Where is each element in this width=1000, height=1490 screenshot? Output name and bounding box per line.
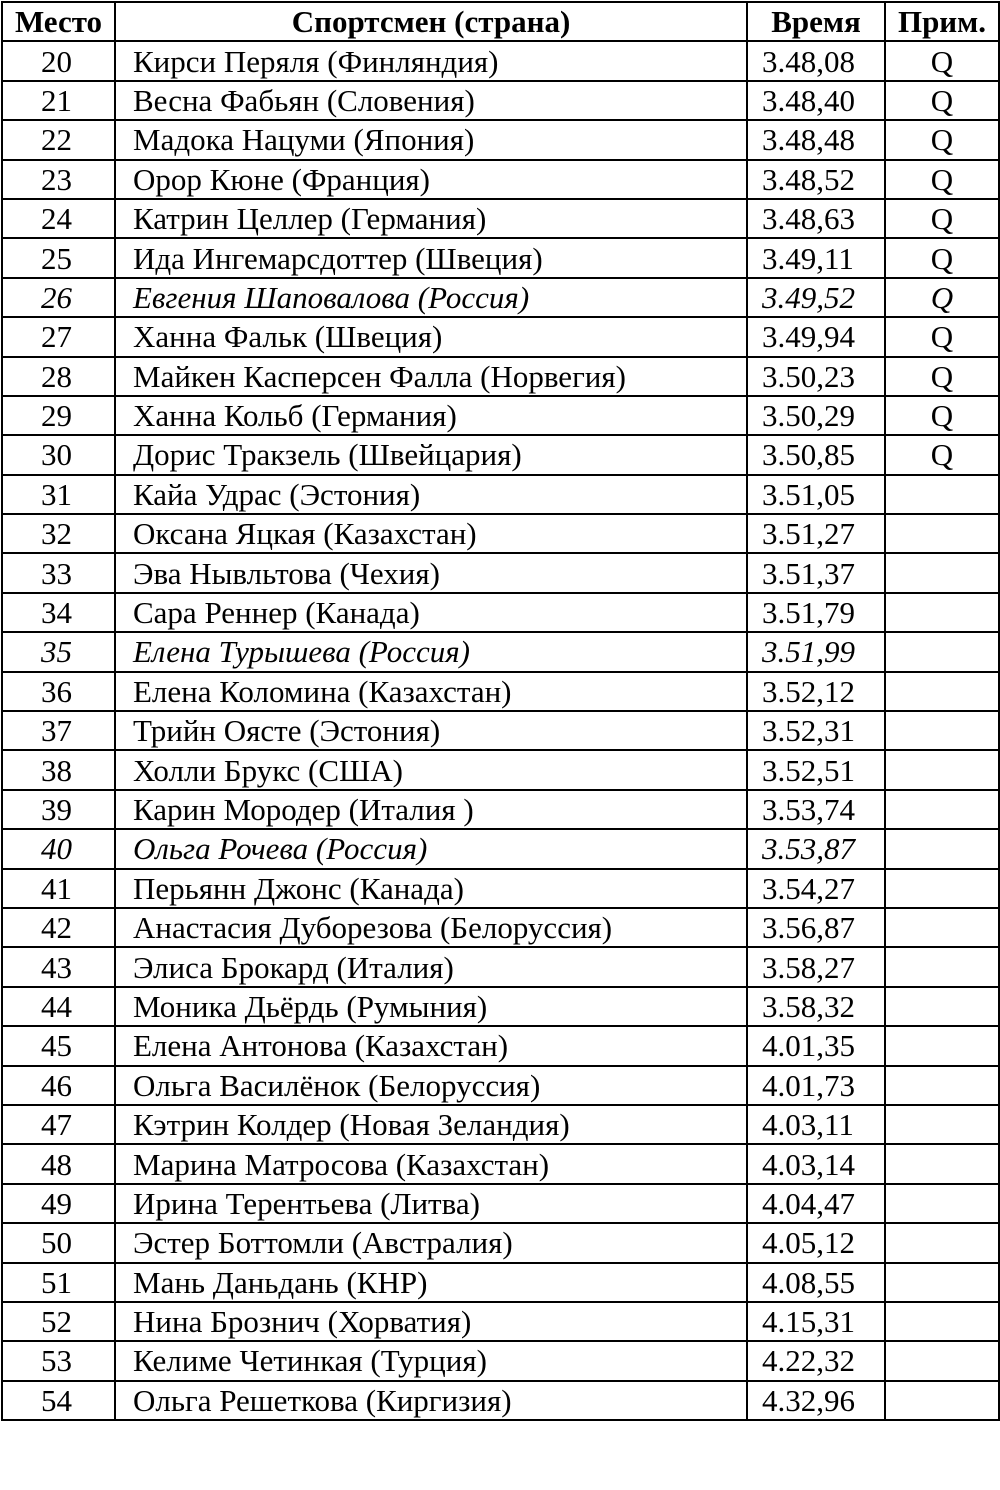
table-row	[2, 1263, 999, 1302]
note-cell	[885, 1066, 999, 1105]
place-cell: 39	[2, 790, 115, 829]
athlete-cell: Оксана Яцкая (Казахстан)	[115, 514, 747, 553]
athlete-cell: Ханна Фальк (Швеция)	[115, 317, 747, 356]
note-cell	[885, 908, 999, 947]
table-row	[2, 632, 999, 671]
place-cell: 21	[2, 81, 115, 120]
athlete-cell: Ханна Кольб (Германия)	[115, 396, 747, 435]
place-cell: 45	[2, 1026, 115, 1065]
time-cell: 3.48,63	[747, 199, 885, 238]
place-cell: 51	[2, 1263, 115, 1302]
note-cell: Q	[885, 435, 999, 474]
table-row	[2, 435, 999, 474]
table-row	[2, 238, 999, 277]
place-cell: 48	[2, 1144, 115, 1183]
time-cell: 3.51,37	[747, 553, 885, 592]
athlete-cell: Моника Дьёрдь (Румыния)	[115, 987, 747, 1026]
table-row	[2, 593, 999, 632]
place-cell: 33	[2, 553, 115, 592]
time-cell: 3.48,52	[747, 160, 885, 199]
athlete-cell: Ольга Рочева (Россия)	[115, 829, 747, 868]
athlete-cell: Катрин Целлер (Германия)	[115, 199, 747, 238]
time-cell: 4.15,31	[747, 1302, 885, 1341]
place-cell: 40	[2, 829, 115, 868]
athlete-cell: Кирси Перяля (Финляндия)	[115, 41, 747, 80]
time-cell: 3.52,12	[747, 672, 885, 711]
time-cell: 3.51,27	[747, 514, 885, 553]
note-cell: Q	[885, 81, 999, 120]
athlete-cell: Эстер Боттомли (Австралия)	[115, 1223, 747, 1262]
table-row	[2, 1105, 999, 1144]
table-row	[2, 278, 999, 317]
place-cell: 32	[2, 514, 115, 553]
athlete-cell: Ольга Решеткова (Киргизия)	[115, 1381, 747, 1420]
place-cell: 30	[2, 435, 115, 474]
table-row	[2, 317, 999, 356]
place-cell: 24	[2, 199, 115, 238]
note-cell	[885, 1302, 999, 1341]
time-cell: 4.05,12	[747, 1223, 885, 1262]
table-row	[2, 790, 999, 829]
place-cell: 37	[2, 711, 115, 750]
note-cell: Q	[885, 396, 999, 435]
table-row	[2, 750, 999, 789]
note-cell	[885, 750, 999, 789]
table-row	[2, 1066, 999, 1105]
athlete-cell: Мань Даньдань (КНР)	[115, 1263, 747, 1302]
note-cell	[885, 672, 999, 711]
athlete-cell: Трийн Оясте (Эстония)	[115, 711, 747, 750]
athlete-cell: Эва Нывльтова (Чехия)	[115, 553, 747, 592]
table-row	[2, 1223, 999, 1262]
table-row	[2, 1341, 999, 1380]
note-cell	[885, 1341, 999, 1380]
note-cell	[885, 553, 999, 592]
table-row	[2, 396, 999, 435]
place-cell: 42	[2, 908, 115, 947]
note-cell: Q	[885, 238, 999, 277]
time-cell: 4.03,11	[747, 1105, 885, 1144]
time-cell: 4.04,47	[747, 1184, 885, 1223]
time-cell: 4.01,73	[747, 1066, 885, 1105]
note-cell: Q	[885, 278, 999, 317]
athlete-cell: Ида Ингемарсдоттер (Швеция)	[115, 238, 747, 277]
note-cell: Q	[885, 120, 999, 159]
note-cell	[885, 1223, 999, 1262]
time-cell: 3.53,74	[747, 790, 885, 829]
header-place: Место	[2, 2, 115, 41]
athlete-cell: Ирина Терентьева (Литва)	[115, 1184, 747, 1223]
time-cell: 3.53,87	[747, 829, 885, 868]
place-cell: 20	[2, 41, 115, 80]
place-cell: 38	[2, 750, 115, 789]
time-cell: 3.52,31	[747, 711, 885, 750]
place-cell: 22	[2, 120, 115, 159]
time-cell: 3.48,40	[747, 81, 885, 120]
place-cell: 52	[2, 1302, 115, 1341]
athlete-cell: Перьянн Джонс (Канада)	[115, 869, 747, 908]
time-cell: 3.51,99	[747, 632, 885, 671]
place-cell: 53	[2, 1341, 115, 1380]
athlete-cell: Ольга Василёнок (Белоруссия)	[115, 1066, 747, 1105]
header-athlete: Спортсмен (страна)	[115, 2, 747, 41]
athlete-cell: Майкен Касперсен Фалла (Норвегия)	[115, 357, 747, 396]
place-cell: 23	[2, 160, 115, 199]
place-cell: 46	[2, 1066, 115, 1105]
place-cell: 41	[2, 869, 115, 908]
table-row	[2, 1184, 999, 1223]
time-cell: 3.58,32	[747, 987, 885, 1026]
time-cell: 3.51,05	[747, 475, 885, 514]
note-cell	[885, 593, 999, 632]
header-time: Время	[747, 2, 885, 41]
table-row	[2, 672, 999, 711]
table-row	[2, 829, 999, 868]
note-cell	[885, 1105, 999, 1144]
table-row	[2, 81, 999, 120]
athlete-cell: Кэтрин Колдер (Новая Зеландия)	[115, 1105, 747, 1144]
note-cell	[885, 1026, 999, 1065]
athlete-cell: Весна Фабьян (Словения)	[115, 81, 747, 120]
athlete-cell: Елена Турышева (Россия)	[115, 632, 747, 671]
place-cell: 28	[2, 357, 115, 396]
place-cell: 34	[2, 593, 115, 632]
place-cell: 35	[2, 632, 115, 671]
athlete-cell: Елена Антонова (Казахстан)	[115, 1026, 747, 1065]
time-cell: 3.49,11	[747, 238, 885, 277]
time-cell: 3.50,85	[747, 435, 885, 474]
note-cell: Q	[885, 160, 999, 199]
time-cell: 4.32,96	[747, 1381, 885, 1420]
place-cell: 50	[2, 1223, 115, 1262]
table-row	[2, 987, 999, 1026]
athlete-cell: Анастасия Дуборезова (Белоруссия)	[115, 908, 747, 947]
athlete-cell: Марина Матросова (Казахстан)	[115, 1144, 747, 1183]
results-body	[2, 41, 999, 1420]
note-cell	[885, 869, 999, 908]
note-cell	[885, 514, 999, 553]
athlete-cell: Нина Брознич (Хорватия)	[115, 1302, 747, 1341]
athlete-cell: Холли Брукс (США)	[115, 750, 747, 789]
table-row	[2, 1026, 999, 1065]
place-cell: 49	[2, 1184, 115, 1223]
time-cell: 3.58,27	[747, 947, 885, 986]
note-cell: Q	[885, 317, 999, 356]
place-cell: 44	[2, 987, 115, 1026]
note-cell	[885, 1144, 999, 1183]
note-cell	[885, 1263, 999, 1302]
place-cell: 29	[2, 396, 115, 435]
place-cell: 31	[2, 475, 115, 514]
note-cell	[885, 1381, 999, 1420]
note-cell	[885, 475, 999, 514]
note-cell	[885, 829, 999, 868]
note-cell: Q	[885, 41, 999, 80]
athlete-cell: Келиме Четинкая (Турция)	[115, 1341, 747, 1380]
table-row	[2, 514, 999, 553]
table-row	[2, 553, 999, 592]
time-cell: 3.49,52	[747, 278, 885, 317]
time-cell: 4.08,55	[747, 1263, 885, 1302]
athlete-cell: Мадока Нацуми (Япония)	[115, 120, 747, 159]
table-row	[2, 357, 999, 396]
table-row	[2, 1144, 999, 1183]
note-cell	[885, 987, 999, 1026]
table-row	[2, 475, 999, 514]
table-row	[2, 947, 999, 986]
table-row	[2, 199, 999, 238]
note-cell	[885, 947, 999, 986]
athlete-cell: Дорис Тракзель (Швейцария)	[115, 435, 747, 474]
table-row	[2, 41, 999, 80]
athlete-cell: Карин Мородер (Италия )	[115, 790, 747, 829]
table-row	[2, 869, 999, 908]
header-row	[2, 2, 999, 41]
note-cell	[885, 790, 999, 829]
time-cell: 3.52,51	[747, 750, 885, 789]
table-row	[2, 908, 999, 947]
note-cell: Q	[885, 199, 999, 238]
athlete-cell: Элиса Брокард (Италия)	[115, 947, 747, 986]
note-cell	[885, 1184, 999, 1223]
time-cell: 3.54,27	[747, 869, 885, 908]
table-row	[2, 160, 999, 199]
place-cell: 36	[2, 672, 115, 711]
place-cell: 26	[2, 278, 115, 317]
time-cell: 3.56,87	[747, 908, 885, 947]
time-cell: 4.03,14	[747, 1144, 885, 1183]
athlete-cell: Орор Кюне (Франция)	[115, 160, 747, 199]
results-table	[1, 1, 1000, 1421]
note-cell	[885, 632, 999, 671]
athlete-cell: Елена Коломина (Казахстан)	[115, 672, 747, 711]
time-cell: 3.50,23	[747, 357, 885, 396]
time-cell: 3.48,08	[747, 41, 885, 80]
header-note: Прим.	[885, 2, 999, 41]
athlete-cell: Евгения Шаповалова (Россия)	[115, 278, 747, 317]
table-row	[2, 711, 999, 750]
place-cell: 25	[2, 238, 115, 277]
athlete-cell: Кайа Удрас (Эстония)	[115, 475, 747, 514]
table-row	[2, 1381, 999, 1420]
time-cell: 3.50,29	[747, 396, 885, 435]
place-cell: 43	[2, 947, 115, 986]
table-row	[2, 1302, 999, 1341]
time-cell: 3.49,94	[747, 317, 885, 356]
note-cell	[885, 711, 999, 750]
place-cell: 54	[2, 1381, 115, 1420]
athlete-cell: Сара Реннер (Канада)	[115, 593, 747, 632]
time-cell: 4.01,35	[747, 1026, 885, 1065]
time-cell: 4.22,32	[747, 1341, 885, 1380]
place-cell: 47	[2, 1105, 115, 1144]
place-cell: 27	[2, 317, 115, 356]
time-cell: 3.48,48	[747, 120, 885, 159]
time-cell: 3.51,79	[747, 593, 885, 632]
note-cell: Q	[885, 357, 999, 396]
table-row	[2, 120, 999, 159]
